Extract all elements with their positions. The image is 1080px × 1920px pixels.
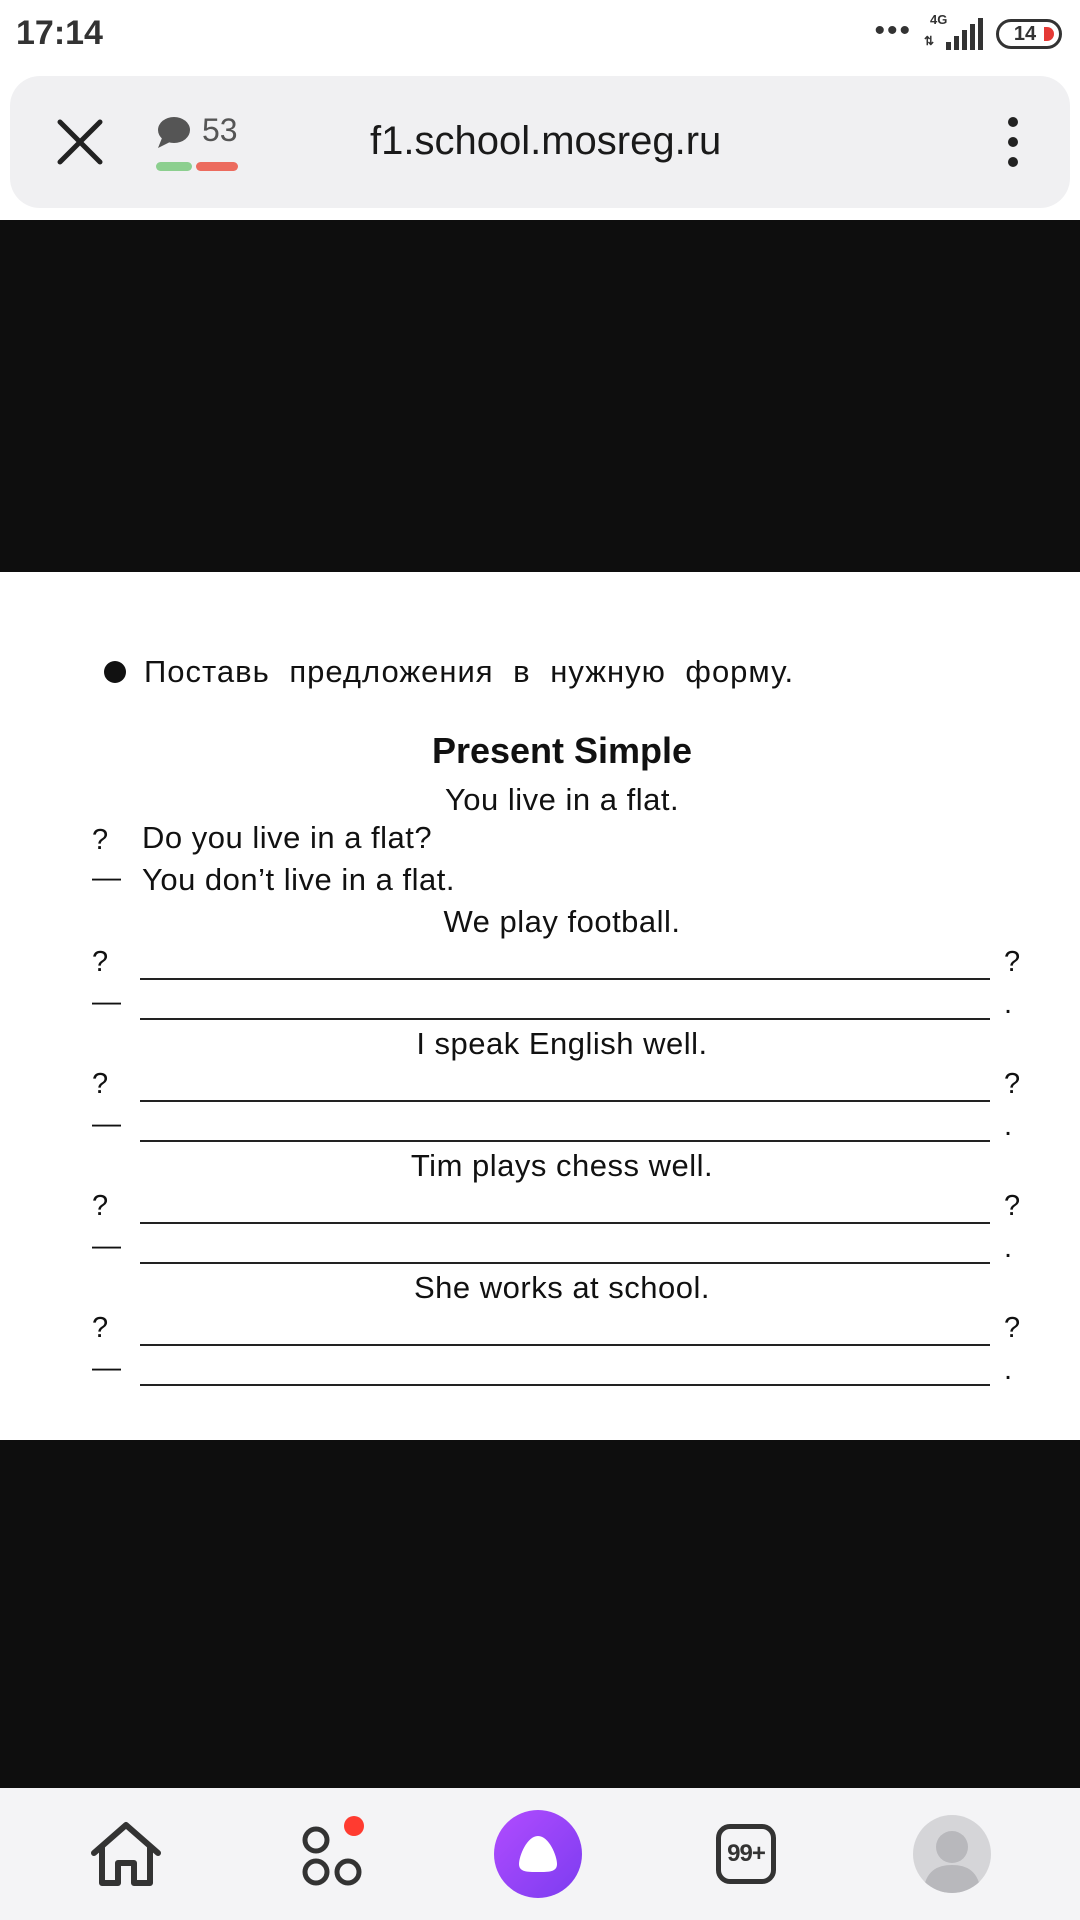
answer-line-negative[interactable]: [140, 1262, 990, 1264]
negative-mark: —: [92, 1108, 121, 1140]
exercise-sentence: I speak English well.: [416, 1026, 708, 1061]
battery-icon: [996, 19, 1062, 49]
image-viewer-top-background: [0, 220, 1080, 572]
worksheet-title: Present Simple: [431, 730, 693, 771]
period-end-mark: .: [1004, 1110, 1013, 1142]
menu-button[interactable]: [998, 112, 1028, 172]
nav-services[interactable]: [290, 1812, 374, 1896]
example-question: Do you live in a flat?: [142, 820, 433, 855]
example-negative: You don’t live in a flat.: [142, 862, 455, 897]
status-bar: [0, 0, 1080, 68]
worksheet-image: [0, 572, 1080, 1440]
instruction: [104, 654, 794, 690]
notification-dot: [344, 1816, 364, 1836]
question-mark: ?: [92, 1190, 109, 1222]
comments-button[interactable]: [156, 112, 246, 172]
question-end-mark: ?: [1004, 1190, 1021, 1222]
home-icon: [88, 1819, 164, 1889]
close-icon: [50, 112, 110, 172]
nav-home[interactable]: [84, 1812, 168, 1896]
question-mark: ?: [92, 824, 109, 856]
close-button[interactable]: [50, 112, 110, 172]
exercise-sentence: Tim plays chess well.: [410, 1148, 714, 1183]
signal-bars-icon: [924, 16, 984, 52]
negative-mark: —: [92, 1230, 121, 1262]
period-end-mark: .: [1004, 988, 1013, 1020]
negative-mark: —: [92, 986, 121, 1018]
exercise-sentence: We play football.: [443, 904, 681, 939]
cellular-signal-icon: [924, 12, 984, 52]
status-icons: [874, 14, 1062, 54]
question-mark: ?: [92, 946, 109, 978]
rating-negative-bar: [196, 162, 238, 171]
status-time: 17:14: [16, 14, 103, 52]
period-end-mark: .: [1004, 1232, 1013, 1264]
nav-profile[interactable]: [910, 1812, 994, 1896]
comments-count: 53: [202, 112, 238, 148]
example-statement: You live in a flat.: [444, 782, 680, 817]
answer-line-question[interactable]: [140, 1222, 990, 1224]
instruction-text: Поставь предложения в нужную форму.: [144, 654, 795, 689]
tabs-counter-icon: [716, 1824, 776, 1884]
question-mark: ?: [92, 1312, 109, 1344]
avatar: [913, 1815, 991, 1893]
address-bar-url[interactable]: f1.school.mosreg.ru: [370, 119, 722, 163]
question-mark: ?: [92, 1068, 109, 1100]
exercise-sentence: She works at school.: [413, 1270, 711, 1305]
answer-line-negative[interactable]: [140, 1018, 990, 1020]
data-arrows-icon: ⇅: [924, 34, 935, 48]
negative-mark: —: [92, 862, 121, 894]
comment-bubble-icon: [156, 116, 192, 150]
question-end-mark: ?: [1004, 1068, 1021, 1100]
answer-line-negative[interactable]: [140, 1140, 990, 1142]
question-end-mark: ?: [1004, 1312, 1021, 1344]
bottom-navigation: [0, 1788, 1080, 1920]
rating-positive-bar: [156, 162, 192, 171]
tabs-count: 99+: [727, 1840, 765, 1867]
alice-icon: [513, 1832, 563, 1876]
nav-tabs[interactable]: [704, 1812, 788, 1896]
more-vertical-icon: [998, 112, 1028, 172]
alice-assistant-button[interactable]: [494, 1810, 582, 1898]
period-end-mark: .: [1004, 1354, 1013, 1386]
answer-line-question[interactable]: [140, 1100, 990, 1102]
user-silhouette-icon: [913, 1815, 991, 1893]
battery-low-indicator: [1044, 27, 1054, 41]
battery-level: 14: [1013, 22, 1037, 45]
image-viewer-bottom-background: [0, 1440, 1080, 1788]
answer-line-question[interactable]: [140, 978, 990, 980]
bullet-icon: [104, 661, 126, 683]
question-end-mark: ?: [1004, 946, 1021, 978]
browser-header: [10, 76, 1070, 208]
answer-line-negative[interactable]: [140, 1384, 990, 1386]
more-notifications-icon: •••: [874, 14, 912, 47]
negative-mark: —: [92, 1352, 121, 1384]
answer-line-question[interactable]: [140, 1344, 990, 1346]
network-type: 4G: [930, 12, 948, 27]
